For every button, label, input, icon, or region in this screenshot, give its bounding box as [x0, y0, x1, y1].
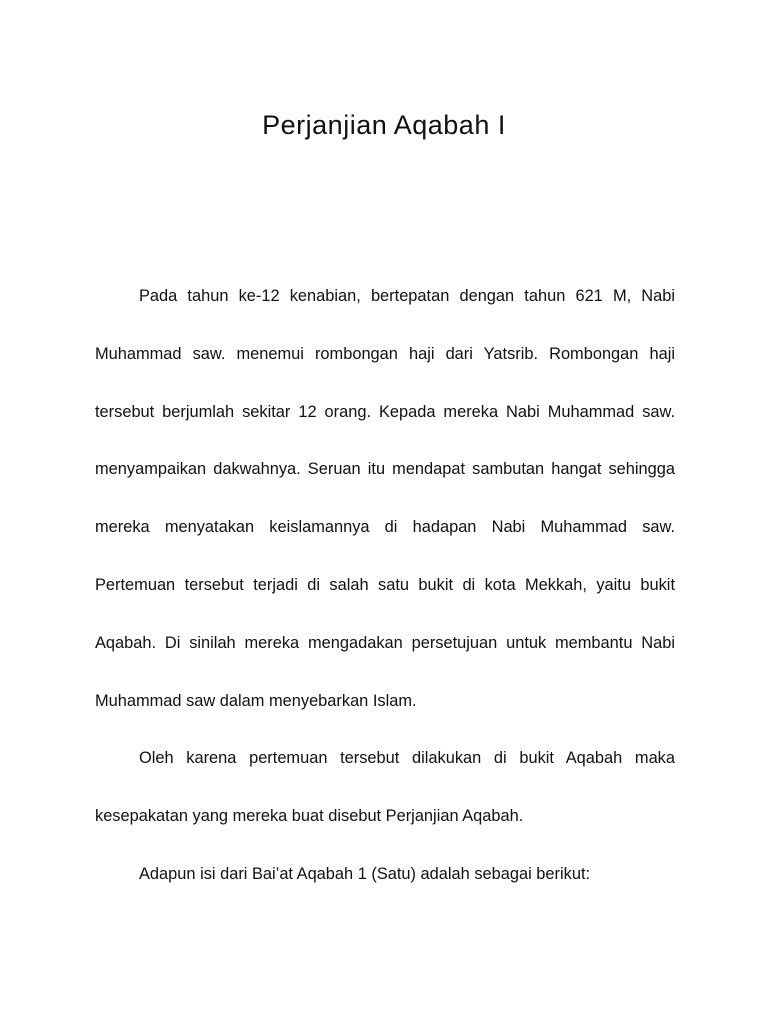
paragraph-2: Oleh karena pertemuan tersebut dilakukan di bukit Aqabah maka kesepakatan yang mereka buat disebut Perjanjian Aqabah. [95, 749, 675, 826]
paragraph-1: Pada tahun ke-12 kenabian, bertepatan dengan tahun 621 M, Nabi Muhammad saw. menemui rombongan haji dari Yatsrib. Rombongan haji tersebut berjumlah sekitar 12 orang. Kepada mereka Nabi Muhammad saw. menyampaikan dakwahnya. Seruan itu mendapat sambutan hangat sehingga mereka menyatakan keislamannya di hadapan Nabi Muhammad saw. Pertemuan tersebut terjadi di salah satu bukit di kota Mekkah, yaitu bukit Aqabah. Di sinilah mereka mengadakan persetujuan untuk membantu Nabi Muhammad saw dalam menyebarkan Islam. [95, 287, 675, 710]
document-title: Perjanjian Aqabah I [262, 110, 506, 140]
paragraph-3: Adapun isi dari Bai’at Aqabah 1 (Satu) adalah sebagai berikut: [139, 864, 591, 883]
document-body [95, 268, 675, 904]
